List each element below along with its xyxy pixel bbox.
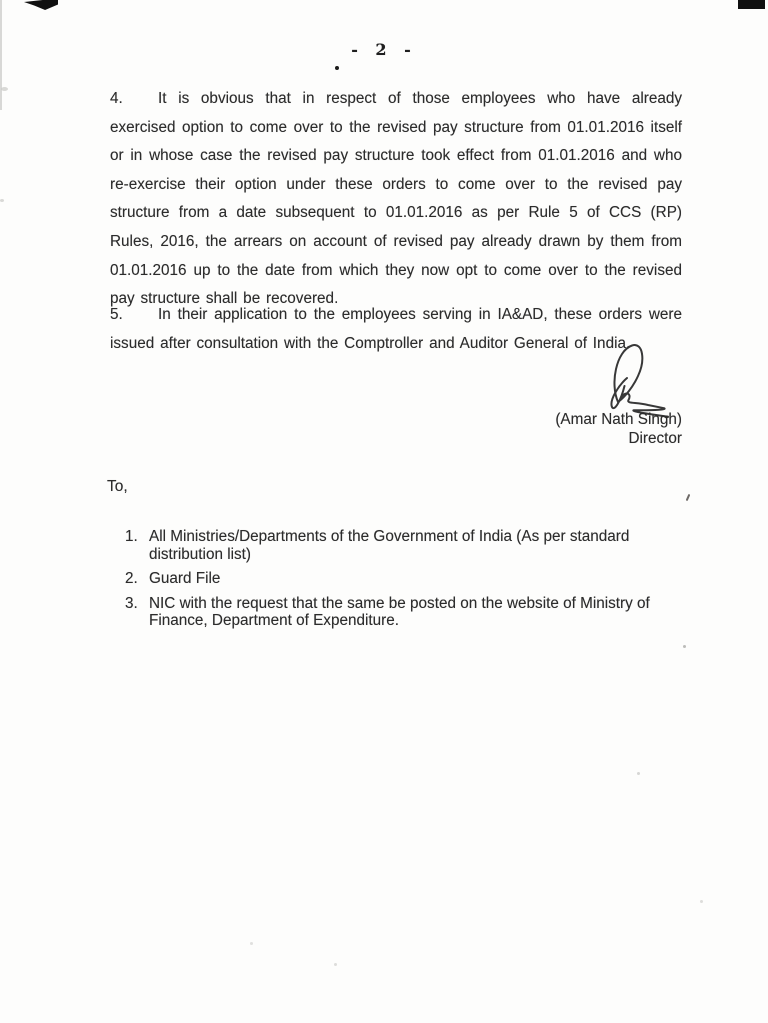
list-item-text: All Ministries/Departments of the Government of India (As per standard distribution list): [149, 528, 630, 563]
list-item: [125, 595, 685, 630]
list-item: [125, 528, 685, 563]
scan-artifact-top-right: [738, 0, 765, 9]
list-item-number: 3.: [125, 594, 138, 612]
paragraph-4: [110, 85, 682, 314]
list-item-number: 2.: [125, 570, 138, 587]
scan-smudge: [0, 199, 4, 202]
scan-tick-mark: [686, 494, 691, 501]
scan-speck: [700, 900, 703, 903]
list-item-text: NIC with the request that the same be posted on the website of Ministry of Finance, Department of Expenditure.: [149, 594, 650, 629]
list-item-number: 1.: [125, 528, 138, 545]
scan-speck: [637, 772, 640, 775]
paragraph-5-text: In their application to the employees serving in IA&AD, these orders were issued after consultation with the Comptroller and Auditor General of India.: [110, 306, 682, 352]
list-item-text: Guard File: [149, 570, 221, 587]
scan-ink-dot: [335, 66, 339, 70]
scan-smudge: [1, 87, 8, 91]
paragraph-5-number: 5.: [110, 306, 123, 323]
scan-speck: [250, 942, 253, 945]
scan-artifact-top-left: [24, 0, 58, 10]
paragraph-4-text: It is obvious that in respect of those employees who have already exercised option to come over to the revised pay structure from 01.01.2016 itself or in whose case the revised pay structure took effect from 01.01.2016 and who re-exercise their option under these orders to come over to the revised pay structure from a date subsequent to 01.01.2016 as per Rule 5 of CCS (RP) Rules, 2016, the arrears on account of revised pay already drawn by them from 01.01.2016 up to the date from which they now opt to come over to the revised pay structure shall be recovered.: [110, 90, 682, 308]
signatory-block: [555, 411, 682, 448]
paragraph-4-number: 4.: [110, 90, 123, 107]
page-number: - 2 -: [351, 40, 417, 59]
signature-icon: [590, 342, 674, 418]
salutation: To,: [107, 478, 128, 495]
list-item: [125, 570, 685, 588]
signatory-title: Director: [628, 429, 682, 447]
scan-speck: [683, 645, 686, 648]
distribution-list: [125, 528, 685, 637]
scan-speck: [334, 963, 337, 966]
signatory-name: (Amar Nath Singh): [555, 411, 682, 428]
